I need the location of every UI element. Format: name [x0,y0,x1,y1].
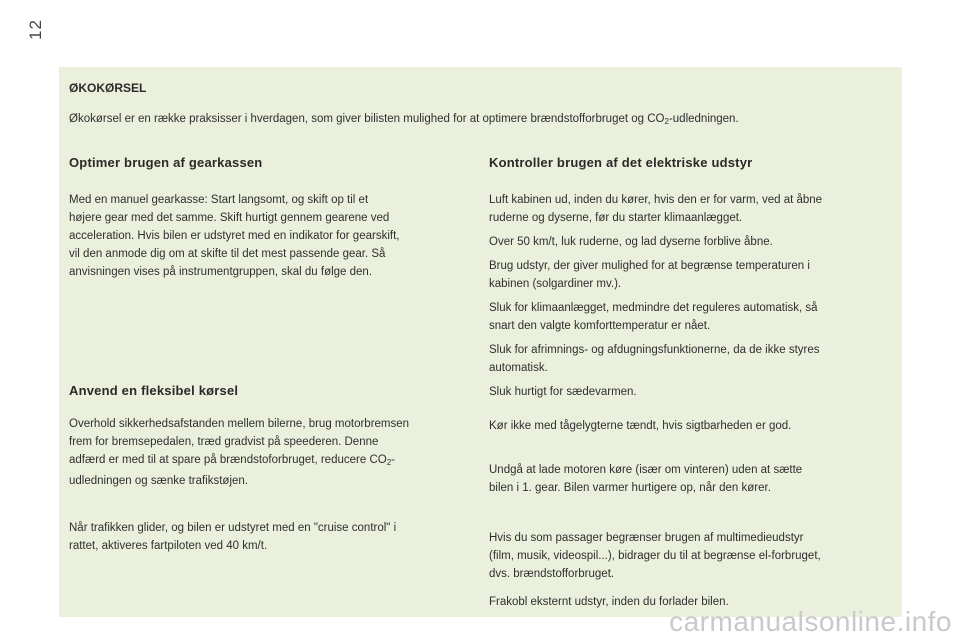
electric-item-line: kabinen (solgardiner mv.). [489,278,622,290]
electric-item-line: Luft kabinen ud, inden du kører, hvis den er for varm, ved at åbne [489,194,823,206]
gearbox-paragraph [69,191,469,281]
electric-item-line: Over 50 km/t, luk ruderne, og lad dyserne forblive åbne. [489,236,773,248]
electric-item [489,233,899,251]
multimedia-line: Hvis du som passager begrænser brugen af multimedieudstyr [489,532,804,544]
flexible-paragraph-1 [69,415,489,490]
watermark: carmanualsonline.info [669,606,952,637]
multimedia-line: dvs. brændstofforbruget. [489,568,615,580]
electric-item [489,341,899,377]
flexible-paragraph-2 [69,519,489,555]
electric-item-line: snart den valgte komforttemperatur er nået. [489,320,711,332]
engine-idle-line: Undgå at lade motoren køre (især om vinteren) uden at sætte [489,464,803,476]
eco-driving-panel [59,67,902,617]
flexible-line: frem for bremsepedalen, træd gradvist på speederen. Denne [69,436,379,448]
flexible-driving-heading: Anvend en fleksibel kørsel [69,383,239,398]
section-intro [69,111,889,130]
electric-item [489,191,899,227]
electric-item-line: Sluk for klimaanlægget, medmindre det reguleres automatisk, så [489,302,818,314]
cruise-line: Når trafikken glider, og bilen er udstyret med en "cruise control" i [69,522,397,534]
electric-item-line: Brug udstyr, der giver mulighed for at begrænse temperaturen i [489,260,810,272]
multimedia-paragraph [489,529,909,583]
unplug-line: Frakobl eksternt udstyr, inden du forlader bilen. [489,596,729,608]
gearbox-line: anvisningen vises på instrumentgruppen, skal du følge den. [69,266,373,278]
electric-item-line: ruderne og dyserne, før du starter klimaanlægget. [489,212,743,224]
electric-item-line: automatisk. [489,362,548,374]
gearbox-line: højere gear med det samme. Skift hurtigt gennem gearene ved [69,212,390,224]
electric-item [489,383,899,401]
electric-item [489,257,899,293]
gearbox-line: vil den anmode dig om at skifte til det mest passende gear. Så [69,248,386,260]
intro-text: Økokørsel er en række praksisser i hverdagen, som giver bilisten mulighed for at optimere brændstofforbruget og CO [69,113,665,125]
electric-item-line: Sluk for afrimnings- og afdugningsfunktionerne, da de ikke styres [489,344,820,356]
gearbox-heading: Optimer brugen af gearkassen [69,155,263,170]
intro-text-end: -udledningen. [668,113,739,125]
section-title: ØKOKØRSEL [69,81,147,95]
flexible-line [69,451,489,472]
multimedia-line: (film, musik, videospil...), bidrager du til at begrænse el-forbruget, [489,550,821,562]
gearbox-line: acceleration. Hvis bilen er udstyret med en indikator for gearskift, [69,230,400,242]
cruise-line: rattet, aktiveres fartpiloten ved 40 km/t. [69,540,268,552]
engine-idle-paragraph [489,461,899,497]
gearbox-line: Med en manuel gearkasse: Start langsomt, og skift op til et [69,194,369,206]
electric-equipment-heading: Kontroller brugen af det elektriske udstyr [489,155,753,170]
electric-item-line: Sluk hurtigt for sædevarmen. [489,386,637,398]
electric-list [489,191,899,401]
flexible-line: Overhold sikkerhedsafstanden mellem bilerne, brug motorbremsen [69,418,410,430]
intro-subscript: 2 [664,117,669,126]
electric-item [489,299,899,335]
flexible-line-text: adfærd er med til at spare på brændstoforbruget, reducere CO [69,454,387,466]
fog-lights-line: Kør ikke med tågelygterne tændt, hvis sigtbarheden er god. [489,420,792,432]
flexible-subscript: 2 [386,458,392,467]
flexible-line-hyphen: - [391,454,395,466]
flexible-line: udledningen og sænke trafikstøjen. [69,475,248,487]
engine-idle-line: bilen i 1. gear. Bilen varmer hurtigere op, når den kører. [489,482,771,494]
page-number: 12 [26,19,45,40]
